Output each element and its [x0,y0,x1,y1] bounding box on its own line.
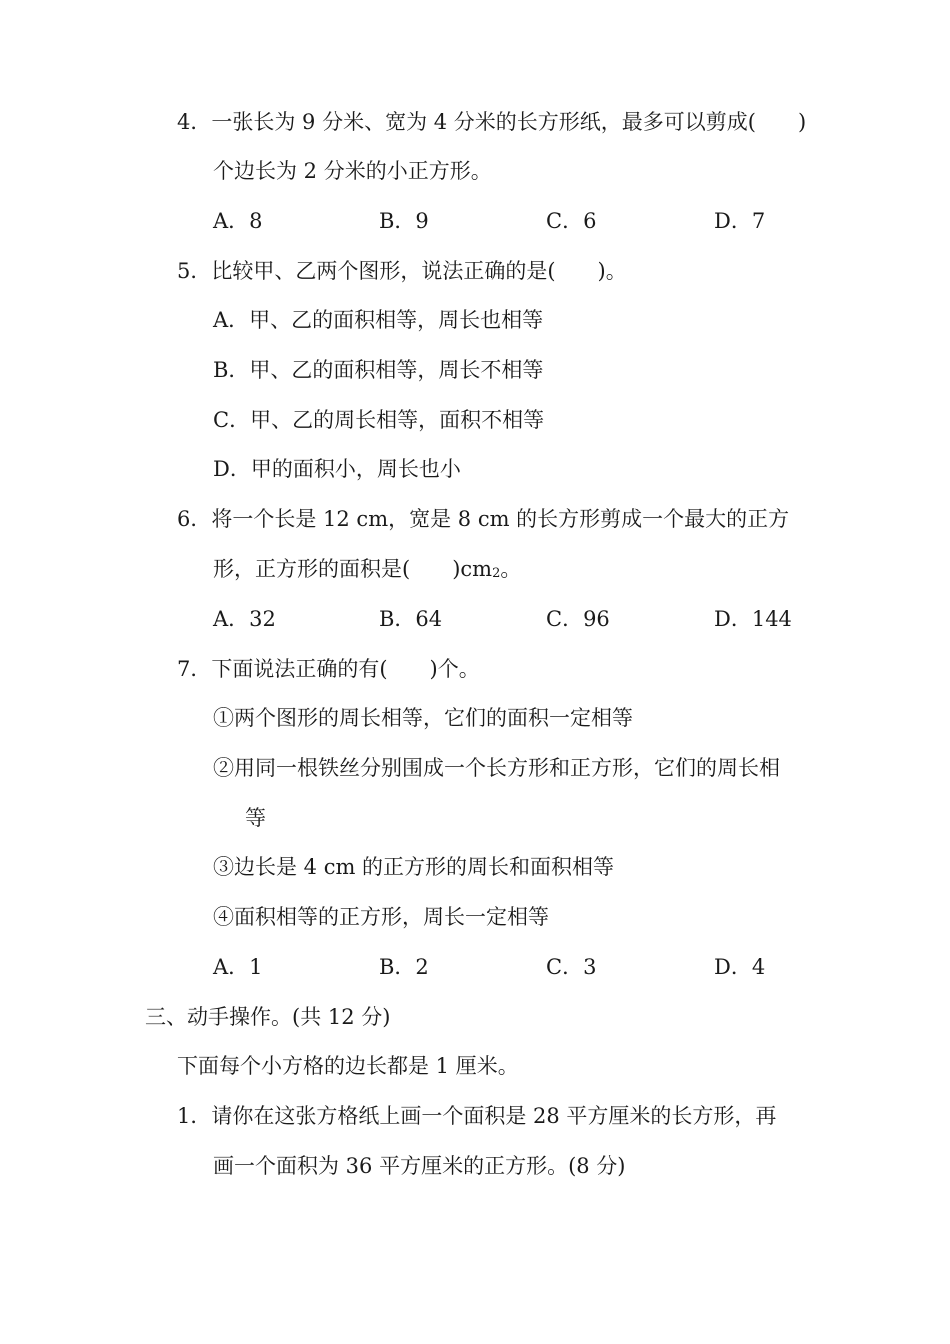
q7-statement-1: ①两个图形的周长相等，它们的面积一定相等 [213,706,633,730]
q6-option-d: D．144 [714,607,792,631]
section-3-title: 三、动手操作。(共 12 分) [145,1005,391,1029]
q6-unit-superscript: 2 [492,566,501,581]
q5-choice-a: A．甲、乙的面积相等，周长也相等 [213,308,544,332]
q5-choice-d: D．甲的面积小，周长也小 [213,457,461,481]
q6-option-b: B．64 [379,607,443,631]
q7-option-c: C．3 [546,955,597,979]
q4-option-d: D．7 [714,209,766,233]
q6-option-c: C．96 [546,607,610,631]
q7-option-a: A．1 [213,955,263,979]
q7-statement-3: ③边长是 4 cm 的正方形的周长和面积相等 [213,855,615,879]
q4-option-c: C．6 [546,209,597,233]
q6-line-2 [213,554,521,584]
q6-line-2-end: 。 [500,557,522,581]
q4-option-b: B．9 [379,209,429,233]
section-3-intro: 下面每个小方格的边长都是 1 厘米。 [177,1054,519,1078]
section-3-q1-line-2: 画一个面积为 36 平方厘米的正方形。(8 分) [213,1154,626,1178]
q7-statement-2-line-1: ②用同一根铁丝分别围成一个长方形和正方形，它们的周长相 [213,756,780,780]
q5-stem: 5．比较甲、乙两个图形，说法正确的是( )。 [177,259,627,283]
q6-option-a: A．32 [213,607,276,631]
q7-stem: 7．下面说法正确的有( )个。 [177,657,480,681]
q4-line-1: 4．一张长为 9 分米、宽为 4 分米的长方形纸，最多可以剪成( ) [177,110,807,134]
q5-choice-c: C．甲、乙的周长相等，面积不相等 [213,408,545,432]
section-3-q1-line-1: 1．请你在这张方格纸上画一个面积是 28 平方厘米的长方形，再 [177,1104,777,1128]
q7-statement-2-line-2: 等 [245,806,266,830]
q5-choice-b: B．甲、乙的面积相等，周长不相等 [213,358,544,382]
q7-option-d: D．4 [714,955,766,979]
q6-line-1: 6．将一个长是 12 cm，宽是 8 cm 的长方形剪成一个最大的正方 [177,507,790,531]
q7-option-b: B．2 [379,955,429,979]
q6-line-2-text: 形，正方形的面积是( )cm [213,557,493,581]
q4-line-2: 个边长为 2 分米的小正方形。 [213,159,492,183]
q4-option-a: A．8 [213,209,263,233]
q7-statement-4: ④面积相等的正方形，周长一定相等 [213,905,549,929]
